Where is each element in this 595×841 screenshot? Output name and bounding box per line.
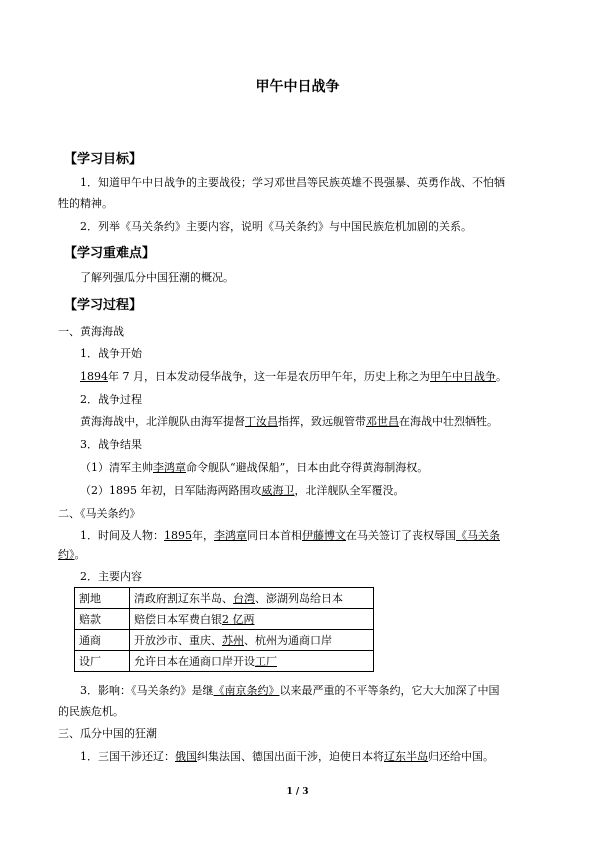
paragraph: （1）清军主帅李鸿章命令舰队“避战保船”，日本由此夺得黄海制海权。: [80, 461, 429, 474]
subsection-title-1: 一、黄海海战: [58, 325, 124, 338]
underlined-term: 李鸿章: [214, 529, 247, 542]
point-title: 3．战争结果: [80, 438, 142, 451]
table-row: [75, 630, 374, 651]
subsection-title-2: 二、《马关条约》: [58, 507, 141, 520]
treaty-content-table: [74, 587, 374, 672]
table-value-cell: 允许日本在通商口岸开设工厂: [130, 651, 374, 672]
underlined-term: 李鸿章: [153, 461, 186, 474]
underlined-term: 俄国: [175, 750, 197, 763]
goal-item-1-cont: 牲的精神。: [58, 197, 113, 210]
table-row: [75, 651, 374, 672]
underlined-term: 甲午中日战争: [430, 370, 496, 383]
point-title: 2．战争过程: [80, 393, 142, 406]
paragraph: 3．影响：《马关条约》是继《南京条约》以来最严重的不平等条约，它大大加深了中国: [80, 684, 500, 697]
section-heading-keypoints: 【学习重难点】: [64, 246, 156, 261]
table-key-cell: 设厂: [75, 651, 130, 672]
table-key-cell: 割地: [75, 588, 130, 609]
underlined-term: 2 亿两: [222, 613, 255, 626]
paragraph: 1．时间及人物：1895年，李鸿章同日本首相伊藤博文在马关签订了丧权辱国《马关条: [80, 529, 500, 542]
page-number: 1 / 3: [286, 787, 309, 797]
underlined-term: 丁汝昌: [245, 415, 278, 428]
section-heading-process: 【学习过程】: [64, 298, 143, 313]
underlined-term: 《南京条约》: [213, 684, 280, 697]
underlined-term: 《马关条: [456, 529, 500, 542]
paragraph: 黄海海战中，北洋舰队由海军提督丁汝昌指挥，致远舰管带邓世昌在海战中壮烈牺牲。: [80, 415, 498, 428]
underlined-term: 1894: [80, 370, 108, 383]
point-title: 2．主要内容: [80, 570, 142, 583]
table-row: [75, 588, 374, 609]
underlined-term: 1895: [164, 529, 192, 542]
paragraph: 1894年 7 月，日本发动侵华战争，这一年是农历甲午年，历史上称之为甲午中日战争。: [80, 370, 507, 383]
goal-item-2: 2．列举《马关条约》主要内容，说明《马关条约》与中国民族危机加剧的关系。: [80, 220, 472, 233]
page-title: 甲午中日战争: [255, 79, 340, 95]
table-key-cell: 通商: [75, 630, 130, 651]
paragraph-cont: 的民族危机。: [58, 705, 124, 718]
paragraph: 1．三国干涉还辽：俄国纠集法国、德国出面干涉，迫使日本将辽东半岛归还给中国。: [80, 750, 494, 763]
underlined-term: 工厂: [255, 655, 277, 668]
table-value-cell: 清政府割辽东半岛、台湾、澎湖列岛给日本: [130, 588, 374, 609]
point-title: 1．战争开始: [80, 347, 142, 360]
underlined-term: 邓世昌: [366, 415, 399, 428]
underlined-term: 伊藤博文: [302, 529, 346, 542]
section-heading-goals: 【学习目标】: [64, 152, 143, 167]
table-value-cell: 赔偿日本军费白银2 亿两: [130, 609, 374, 630]
underlined-term: 威海卫: [261, 484, 295, 497]
goal-item-1: 1．知道甲午中日战争的主要战役；学习邓世昌等民族英雄不畏强暴、英勇作战、不怕牺: [80, 176, 505, 189]
table-key-cell: 赔款: [75, 609, 130, 630]
underlined-term: 辽东半岛: [384, 750, 428, 763]
underlined-term: 苏州: [222, 634, 244, 647]
table-row: [75, 609, 374, 630]
underlined-term: 台湾: [233, 592, 255, 605]
underlined-term: 约》: [58, 548, 75, 561]
table-value-cell: 开放沙市、重庆、苏州、杭州为通商口岸: [130, 630, 374, 651]
subsection-title-3: 三、瓜分中国的狂潮: [58, 727, 157, 740]
keypoints-text: 了解列强瓜分中国狂潮的概况。: [80, 271, 234, 284]
paragraph-cont: 约》。: [58, 548, 86, 561]
paragraph: （2）1895 年初，日军陆海两路围攻威海卫，北洋舰队全军覆没。: [80, 484, 405, 497]
